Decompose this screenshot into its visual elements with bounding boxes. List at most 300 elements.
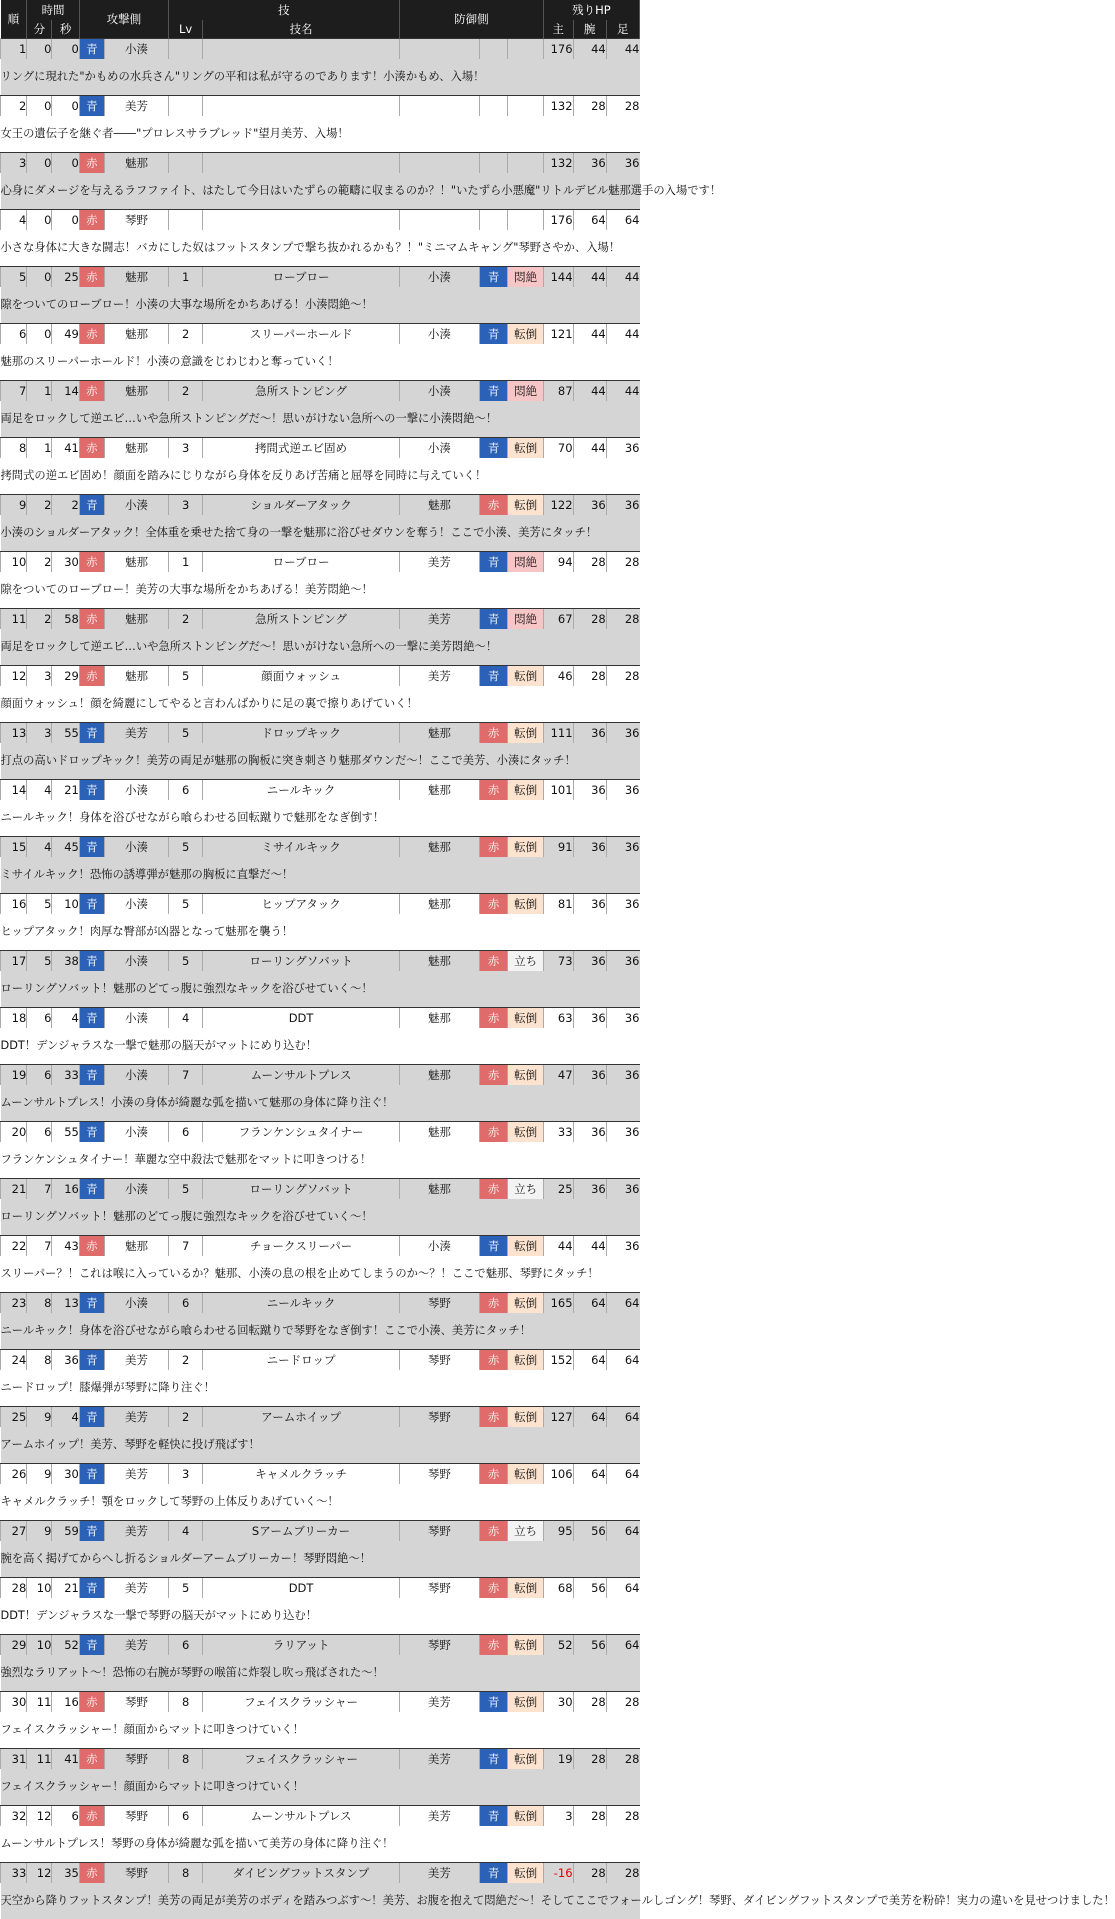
tech-name: [203, 153, 400, 174]
commentary-text: ニールキック！身体を浴びせながら喰らわせる回転蹴りで魅那をなぎ倒す！: [1, 800, 640, 837]
hp-main-cell: 3: [543, 1806, 573, 1827]
hp-main-cell: 68: [543, 1578, 573, 1599]
attacker-corner-badge: 青: [79, 1008, 104, 1029]
result-cell: 転倒: [508, 894, 543, 915]
second-cell: 58: [52, 609, 79, 630]
tech-level: 3: [168, 495, 202, 516]
move-row: [1, 609, 640, 630]
defender-name: 魅那: [399, 894, 479, 915]
defender-name: 琴野: [399, 1635, 479, 1656]
tech-name: フェイスクラッシャー: [203, 1749, 400, 1770]
hp-main-cell: 127: [543, 1407, 573, 1428]
header-remaining-hp: 残りHP: [543, 0, 639, 20]
tech-level: 2: [168, 609, 202, 630]
hp-arm-cell: 44: [573, 381, 606, 402]
hp-leg-cell: 36: [606, 1008, 639, 1029]
commentary-text: フェイスクラッシャー！顔面からマットに叩きつけていく！: [1, 1769, 640, 1806]
commentary-row: [1, 1826, 640, 1863]
hp-arm-cell: 28: [573, 666, 606, 687]
attacker-name: 琴野: [104, 1749, 168, 1770]
minute-cell: 12: [27, 1863, 52, 1884]
hp-arm-cell: 44: [573, 39, 606, 60]
attacker-name: 美芳: [104, 1407, 168, 1428]
second-cell: 0: [52, 210, 79, 231]
hp-main-cell: 95: [543, 1521, 573, 1542]
attacker-corner-badge: 赤: [79, 381, 104, 402]
defender-corner-badge: 赤: [479, 1407, 508, 1428]
hp-arm-cell: 36: [573, 951, 606, 972]
tech-level: 3: [168, 1464, 202, 1485]
move-row: [1, 951, 640, 972]
commentary-text: 両足をロックして逆エビ…いや急所ストンピングだ～！思いがけない急所への一撃に美芳悶絶～！: [1, 629, 640, 666]
hp-arm-cell: 36: [573, 1065, 606, 1086]
hp-arm-cell: 44: [573, 1236, 606, 1257]
defender-name: 魅那: [399, 1065, 479, 1086]
commentary-text: DDT！デンジャラスな一撃で琴野の脳天がマットにめり込む！: [1, 1598, 640, 1635]
header-min: 分: [27, 20, 52, 39]
tech-level: 8: [168, 1692, 202, 1713]
minute-cell: 1: [27, 381, 52, 402]
attacker-name: 小湊: [104, 1008, 168, 1029]
attacker-name: 魅那: [104, 381, 168, 402]
second-cell: 43: [52, 1236, 79, 1257]
defender-name: 琴野: [399, 1293, 479, 1314]
result-cell: 転倒: [508, 1008, 543, 1029]
result-cell: 転倒: [508, 1293, 543, 1314]
order-cell: 3: [1, 153, 27, 174]
result-cell: 立ち: [508, 951, 543, 972]
hp-leg-cell: 36: [606, 438, 639, 459]
tech-level: [168, 153, 202, 174]
commentary-text: 打点の高いドロップキック！美芳の両足が魅那の胸板に突き刺さり魅那ダウンだ～！ここで美芳、小湊にタッチ！: [1, 743, 640, 780]
attacker-corner-badge: 青: [79, 837, 104, 858]
defender-corner-badge: 赤: [479, 1578, 508, 1599]
hp-main-cell: 46: [543, 666, 573, 687]
commentary-text: 心身にダメージを与えるラフファイト、はたして今日はいたずらの範疇に収まるのか？！"いたずら小悪魔"リトルデビル魅那選手の入場です！: [1, 173, 640, 210]
commentary-row: [1, 1142, 640, 1179]
commentary-row: [1, 971, 640, 1008]
defender-corner-badge: 赤: [479, 1122, 508, 1143]
commentary-text: ローリングソバット！魅那のどてっ腹に強烈なキックを浴びせていく～！: [1, 971, 640, 1008]
commentary-row: [1, 914, 640, 951]
tech-level: 5: [168, 1578, 202, 1599]
defender-name: 美芳: [399, 666, 479, 687]
tech-name: ドロップキック: [203, 723, 400, 744]
defender-name: 美芳: [399, 609, 479, 630]
second-cell: 4: [52, 1008, 79, 1029]
hp-main-cell: 152: [543, 1350, 573, 1371]
tech-level: [168, 210, 202, 231]
defender-corner-badge: 赤: [479, 837, 508, 858]
commentary-row: [1, 572, 640, 609]
order-cell: 23: [1, 1293, 27, 1314]
header-hp-main: 主: [543, 20, 573, 39]
result-cell: 転倒: [508, 1578, 543, 1599]
defender-corner-badge: [479, 39, 508, 60]
header-tech: 技: [168, 0, 399, 20]
defender-corner-badge: 青: [479, 381, 508, 402]
defender-corner-badge: 青: [479, 1749, 508, 1770]
tech-level: 2: [168, 381, 202, 402]
move-row: [1, 1407, 640, 1428]
header-tech-name: 技名: [203, 20, 400, 39]
defender-name: 琴野: [399, 1578, 479, 1599]
result-cell: [508, 39, 543, 60]
defender-corner-badge: 赤: [479, 1635, 508, 1656]
result-cell: 転倒: [508, 1464, 543, 1485]
commentary-text: ローリングソバット！魅那のどてっ腹に強烈なキックを浴びせていく～！: [1, 1199, 640, 1236]
result-cell: [508, 210, 543, 231]
tech-name: キャメルクラッチ: [203, 1464, 400, 1485]
second-cell: 21: [52, 780, 79, 801]
hp-arm-cell: 64: [573, 1407, 606, 1428]
defender-corner-badge: 青: [479, 552, 508, 573]
tech-name: DDT: [203, 1008, 400, 1029]
hp-arm-cell: 64: [573, 210, 606, 231]
commentary-row: [1, 401, 640, 438]
tech-level: 2: [168, 1407, 202, 1428]
commentary-text: ニールキック！身体を浴びせながら喰らわせる回転蹴りで琴野をなぎ倒す！ここで小湊、美芳にタッチ！: [1, 1313, 640, 1350]
hp-main-cell: 94: [543, 552, 573, 573]
commentary-row: [1, 344, 640, 381]
result-cell: 転倒: [508, 1863, 543, 1884]
hp-arm-cell: 36: [573, 837, 606, 858]
order-cell: 30: [1, 1692, 27, 1713]
hp-leg-cell: 36: [606, 1122, 639, 1143]
hp-leg-cell: 36: [606, 723, 639, 744]
hp-arm-cell: 36: [573, 153, 606, 174]
order-cell: 19: [1, 1065, 27, 1086]
second-cell: 41: [52, 1749, 79, 1770]
result-cell: 転倒: [508, 495, 543, 516]
minute-cell: 10: [27, 1635, 52, 1656]
attacker-corner-badge: 青: [79, 894, 104, 915]
second-cell: 0: [52, 96, 79, 117]
hp-arm-cell: 28: [573, 1749, 606, 1770]
minute-cell: 0: [27, 153, 52, 174]
hp-leg-cell: 44: [606, 381, 639, 402]
attacker-name: 小湊: [104, 1179, 168, 1200]
commentary-text: フランケンシュタイナー！華麗な空中殺法で魅那をマットに叩きつける！: [1, 1142, 640, 1179]
hp-leg-cell: 28: [606, 552, 639, 573]
header-lv: Lv: [168, 20, 202, 39]
hp-leg-cell: 28: [606, 1749, 639, 1770]
second-cell: 30: [52, 552, 79, 573]
hp-leg-cell: 64: [606, 210, 639, 231]
header-time: 時間: [27, 0, 80, 20]
tech-name: 急所ストンピング: [203, 381, 400, 402]
tech-level: 5: [168, 723, 202, 744]
tech-name: 顔面ウォッシュ: [203, 666, 400, 687]
order-cell: 8: [1, 438, 27, 459]
second-cell: 59: [52, 1521, 79, 1542]
hp-main-cell: 176: [543, 39, 573, 60]
result-cell: 転倒: [508, 1350, 543, 1371]
hp-main-cell: 144: [543, 267, 573, 288]
hp-leg-cell: 36: [606, 894, 639, 915]
hp-leg-cell: 28: [606, 666, 639, 687]
tech-name: 拷問式逆エビ固め: [203, 438, 400, 459]
tech-name: ムーンサルトプレス: [203, 1806, 400, 1827]
minute-cell: 0: [27, 39, 52, 60]
order-cell: 10: [1, 552, 27, 573]
order-cell: 20: [1, 1122, 27, 1143]
attacker-corner-badge: 赤: [79, 438, 104, 459]
header-hp-arm: 腕: [573, 20, 606, 39]
result-cell: 転倒: [508, 1806, 543, 1827]
defender-name: 美芳: [399, 1749, 479, 1770]
tech-level: 2: [168, 1350, 202, 1371]
result-cell: 転倒: [508, 780, 543, 801]
defender-name: 小湊: [399, 324, 479, 345]
hp-main-cell: 44: [543, 1236, 573, 1257]
tech-name: アームホイップ: [203, 1407, 400, 1428]
attacker-name: 琴野: [104, 1806, 168, 1827]
order-cell: 27: [1, 1521, 27, 1542]
commentary-row: [1, 173, 640, 210]
attacker-name: 美芳: [104, 1635, 168, 1656]
move-row: [1, 666, 640, 687]
attacker-name: 小湊: [104, 495, 168, 516]
attacker-corner-badge: 青: [79, 723, 104, 744]
attacker-corner-badge: 赤: [79, 1749, 104, 1770]
tech-name: ニードロップ: [203, 1350, 400, 1371]
minute-cell: 0: [27, 96, 52, 117]
attacker-corner-badge: 青: [79, 951, 104, 972]
commentary-row: [1, 1028, 640, 1065]
attacker-corner-badge: 赤: [79, 267, 104, 288]
tech-level: 5: [168, 837, 202, 858]
defender-name: 小湊: [399, 381, 479, 402]
hp-main-cell: 73: [543, 951, 573, 972]
attacker-corner-badge: 赤: [79, 1236, 104, 1257]
defender-name: [399, 39, 479, 60]
hp-main-cell: -16: [543, 1863, 573, 1884]
move-row: [1, 837, 640, 858]
defender-corner-badge: 青: [479, 324, 508, 345]
tech-level: [168, 39, 202, 60]
result-cell: [508, 153, 543, 174]
defender-corner-badge: 赤: [479, 495, 508, 516]
tech-name: ミサイルキック: [203, 837, 400, 858]
commentary-row: [1, 287, 640, 324]
second-cell: 29: [52, 666, 79, 687]
attacker-name: 小湊: [104, 837, 168, 858]
result-cell: 悶絶: [508, 609, 543, 630]
hp-main-cell: 165: [543, 1293, 573, 1314]
attacker-corner-badge: 青: [79, 1635, 104, 1656]
attacker-name: 魅那: [104, 1236, 168, 1257]
defender-corner-badge: 赤: [479, 1008, 508, 1029]
move-row: [1, 495, 640, 516]
hp-arm-cell: 64: [573, 1350, 606, 1371]
attacker-name: 琴野: [104, 210, 168, 231]
second-cell: 33: [52, 1065, 79, 1086]
hp-arm-cell: 56: [573, 1578, 606, 1599]
commentary-row: [1, 1427, 640, 1464]
tech-name: [203, 210, 400, 231]
move-row: [1, 1635, 640, 1656]
defender-name: 琴野: [399, 1464, 479, 1485]
result-cell: 転倒: [508, 1065, 543, 1086]
defender-name: [399, 153, 479, 174]
commentary-text: スリーパー？！これは喉に入っているか？魅那、小湊の息の根を止めてしまうのか～？！ここで魅那、琴野にタッチ！: [1, 1256, 640, 1293]
commentary-row: [1, 116, 640, 153]
order-cell: 17: [1, 951, 27, 972]
commentary-text: ムーンサルトプレス！琴野の身体が綺麗な弧を描いて美芳の身体に降り注ぐ！: [1, 1826, 640, 1863]
tech-level: 5: [168, 1179, 202, 1200]
second-cell: 55: [52, 1122, 79, 1143]
result-cell: 転倒: [508, 1635, 543, 1656]
minute-cell: 8: [27, 1350, 52, 1371]
tech-name: ダイビングフットスタンプ: [203, 1863, 400, 1884]
minute-cell: 5: [27, 894, 52, 915]
defender-corner-badge: 青: [479, 1692, 508, 1713]
move-row: [1, 39, 640, 60]
tech-name: Sアームブリーカー: [203, 1521, 400, 1542]
attacker-name: 小湊: [104, 894, 168, 915]
header-hp-leg: 足: [606, 20, 639, 39]
hp-leg-cell: 44: [606, 39, 639, 60]
commentary-text: ヒップアタック！肉厚な臀部が凶器となって魅那を襲う！: [1, 914, 640, 951]
minute-cell: 4: [27, 837, 52, 858]
move-row: [1, 1236, 640, 1257]
hp-main-cell: 132: [543, 153, 573, 174]
commentary-row: [1, 230, 640, 267]
hp-leg-cell: 36: [606, 837, 639, 858]
hp-leg-cell: 44: [606, 324, 639, 345]
hp-main-cell: 176: [543, 210, 573, 231]
defender-name: 美芳: [399, 1692, 479, 1713]
tech-level: 6: [168, 780, 202, 801]
second-cell: 0: [52, 153, 79, 174]
move-row: [1, 1806, 640, 1827]
defender-corner-badge: 赤: [479, 780, 508, 801]
attacker-name: 美芳: [104, 96, 168, 117]
result-cell: [508, 96, 543, 117]
attacker-corner-badge: 青: [79, 1578, 104, 1599]
move-row: [1, 267, 640, 288]
defender-name: 魅那: [399, 1008, 479, 1029]
attacker-name: 小湊: [104, 1293, 168, 1314]
order-cell: 18: [1, 1008, 27, 1029]
hp-main-cell: 47: [543, 1065, 573, 1086]
hp-arm-cell: 44: [573, 267, 606, 288]
hp-arm-cell: 64: [573, 1293, 606, 1314]
move-row: [1, 723, 640, 744]
commentary-text: 腕を高く掲げてからへし折るショルダーアームブリーカー！琴野悶絶～！: [1, 1541, 640, 1578]
hp-leg-cell: 28: [606, 1806, 639, 1827]
attacker-corner-badge: 青: [79, 1407, 104, 1428]
commentary-row: [1, 1484, 640, 1521]
hp-main-cell: 132: [543, 96, 573, 117]
defender-name: 美芳: [399, 1863, 479, 1884]
order-cell: 5: [1, 267, 27, 288]
minute-cell: 6: [27, 1065, 52, 1086]
tech-level: 7: [168, 1236, 202, 1257]
move-row: [1, 780, 640, 801]
attacker-name: 美芳: [104, 723, 168, 744]
hp-arm-cell: 36: [573, 495, 606, 516]
attacker-corner-badge: 青: [79, 1464, 104, 1485]
second-cell: 30: [52, 1464, 79, 1485]
hp-arm-cell: 36: [573, 1179, 606, 1200]
attacker-name: 魅那: [104, 438, 168, 459]
order-cell: 7: [1, 381, 27, 402]
commentary-text: 女王の遺伝子を継ぐ者――"プロレスサラブレッド"望月美芳、入場！: [1, 116, 640, 153]
move-row: [1, 96, 640, 117]
second-cell: 16: [52, 1692, 79, 1713]
tech-name: スリーパーホールド: [203, 324, 400, 345]
result-cell: 転倒: [508, 666, 543, 687]
minute-cell: 9: [27, 1464, 52, 1485]
hp-leg-cell: 36: [606, 1065, 639, 1086]
minute-cell: 2: [27, 552, 52, 573]
attacker-name: 美芳: [104, 1464, 168, 1485]
commentary-row: [1, 1655, 640, 1692]
hp-leg-cell: 28: [606, 1692, 639, 1713]
commentary-text: キャメルクラッチ！顎をロックして琴野の上体反りあげていく～！: [1, 1484, 640, 1521]
defender-corner-badge: 赤: [479, 1464, 508, 1485]
move-row: [1, 1122, 640, 1143]
attacker-name: 美芳: [104, 1521, 168, 1542]
defender-corner-badge: 青: [479, 267, 508, 288]
defender-corner-badge: [479, 96, 508, 117]
defender-name: 魅那: [399, 780, 479, 801]
move-row: [1, 153, 640, 174]
hp-leg-cell: 36: [606, 1236, 639, 1257]
tech-level: 5: [168, 951, 202, 972]
commentary-row: [1, 1313, 640, 1350]
defender-name: 魅那: [399, 495, 479, 516]
move-row: [1, 210, 640, 231]
commentary-row: [1, 1541, 640, 1578]
second-cell: 0: [52, 39, 79, 60]
minute-cell: 4: [27, 780, 52, 801]
tech-name: ローブロー: [203, 552, 400, 573]
result-cell: 立ち: [508, 1521, 543, 1542]
hp-arm-cell: 28: [573, 96, 606, 117]
order-cell: 11: [1, 609, 27, 630]
hp-main-cell: 19: [543, 1749, 573, 1770]
second-cell: 6: [52, 1806, 79, 1827]
hp-arm-cell: 28: [573, 1692, 606, 1713]
attacker-name: 小湊: [104, 1122, 168, 1143]
tech-name: フェイスクラッシャー: [203, 1692, 400, 1713]
tech-level: 8: [168, 1863, 202, 1884]
minute-cell: 2: [27, 495, 52, 516]
attacker-corner-badge: 赤: [79, 210, 104, 231]
hp-leg-cell: 28: [606, 609, 639, 630]
header-defender: 防御側: [399, 0, 543, 39]
commentary-row: [1, 1712, 640, 1749]
commentary-row: [1, 857, 640, 894]
match-log-body: [1, 39, 640, 1919]
commentary-row: [1, 800, 640, 837]
hp-main-cell: 63: [543, 1008, 573, 1029]
commentary-text: 両足をロックして逆エビ…いや急所ストンピングだ～！思いがけない急所への一撃に小湊悶絶～！: [1, 401, 640, 438]
attacker-name: 小湊: [104, 951, 168, 972]
order-cell: 21: [1, 1179, 27, 1200]
hp-main-cell: 70: [543, 438, 573, 459]
defender-corner-badge: 赤: [479, 723, 508, 744]
commentary-row: [1, 1883, 640, 1919]
header-order: 順: [1, 0, 27, 39]
second-cell: 49: [52, 324, 79, 345]
minute-cell: 3: [27, 666, 52, 687]
hp-arm-cell: 28: [573, 1863, 606, 1884]
move-row: [1, 1464, 640, 1485]
